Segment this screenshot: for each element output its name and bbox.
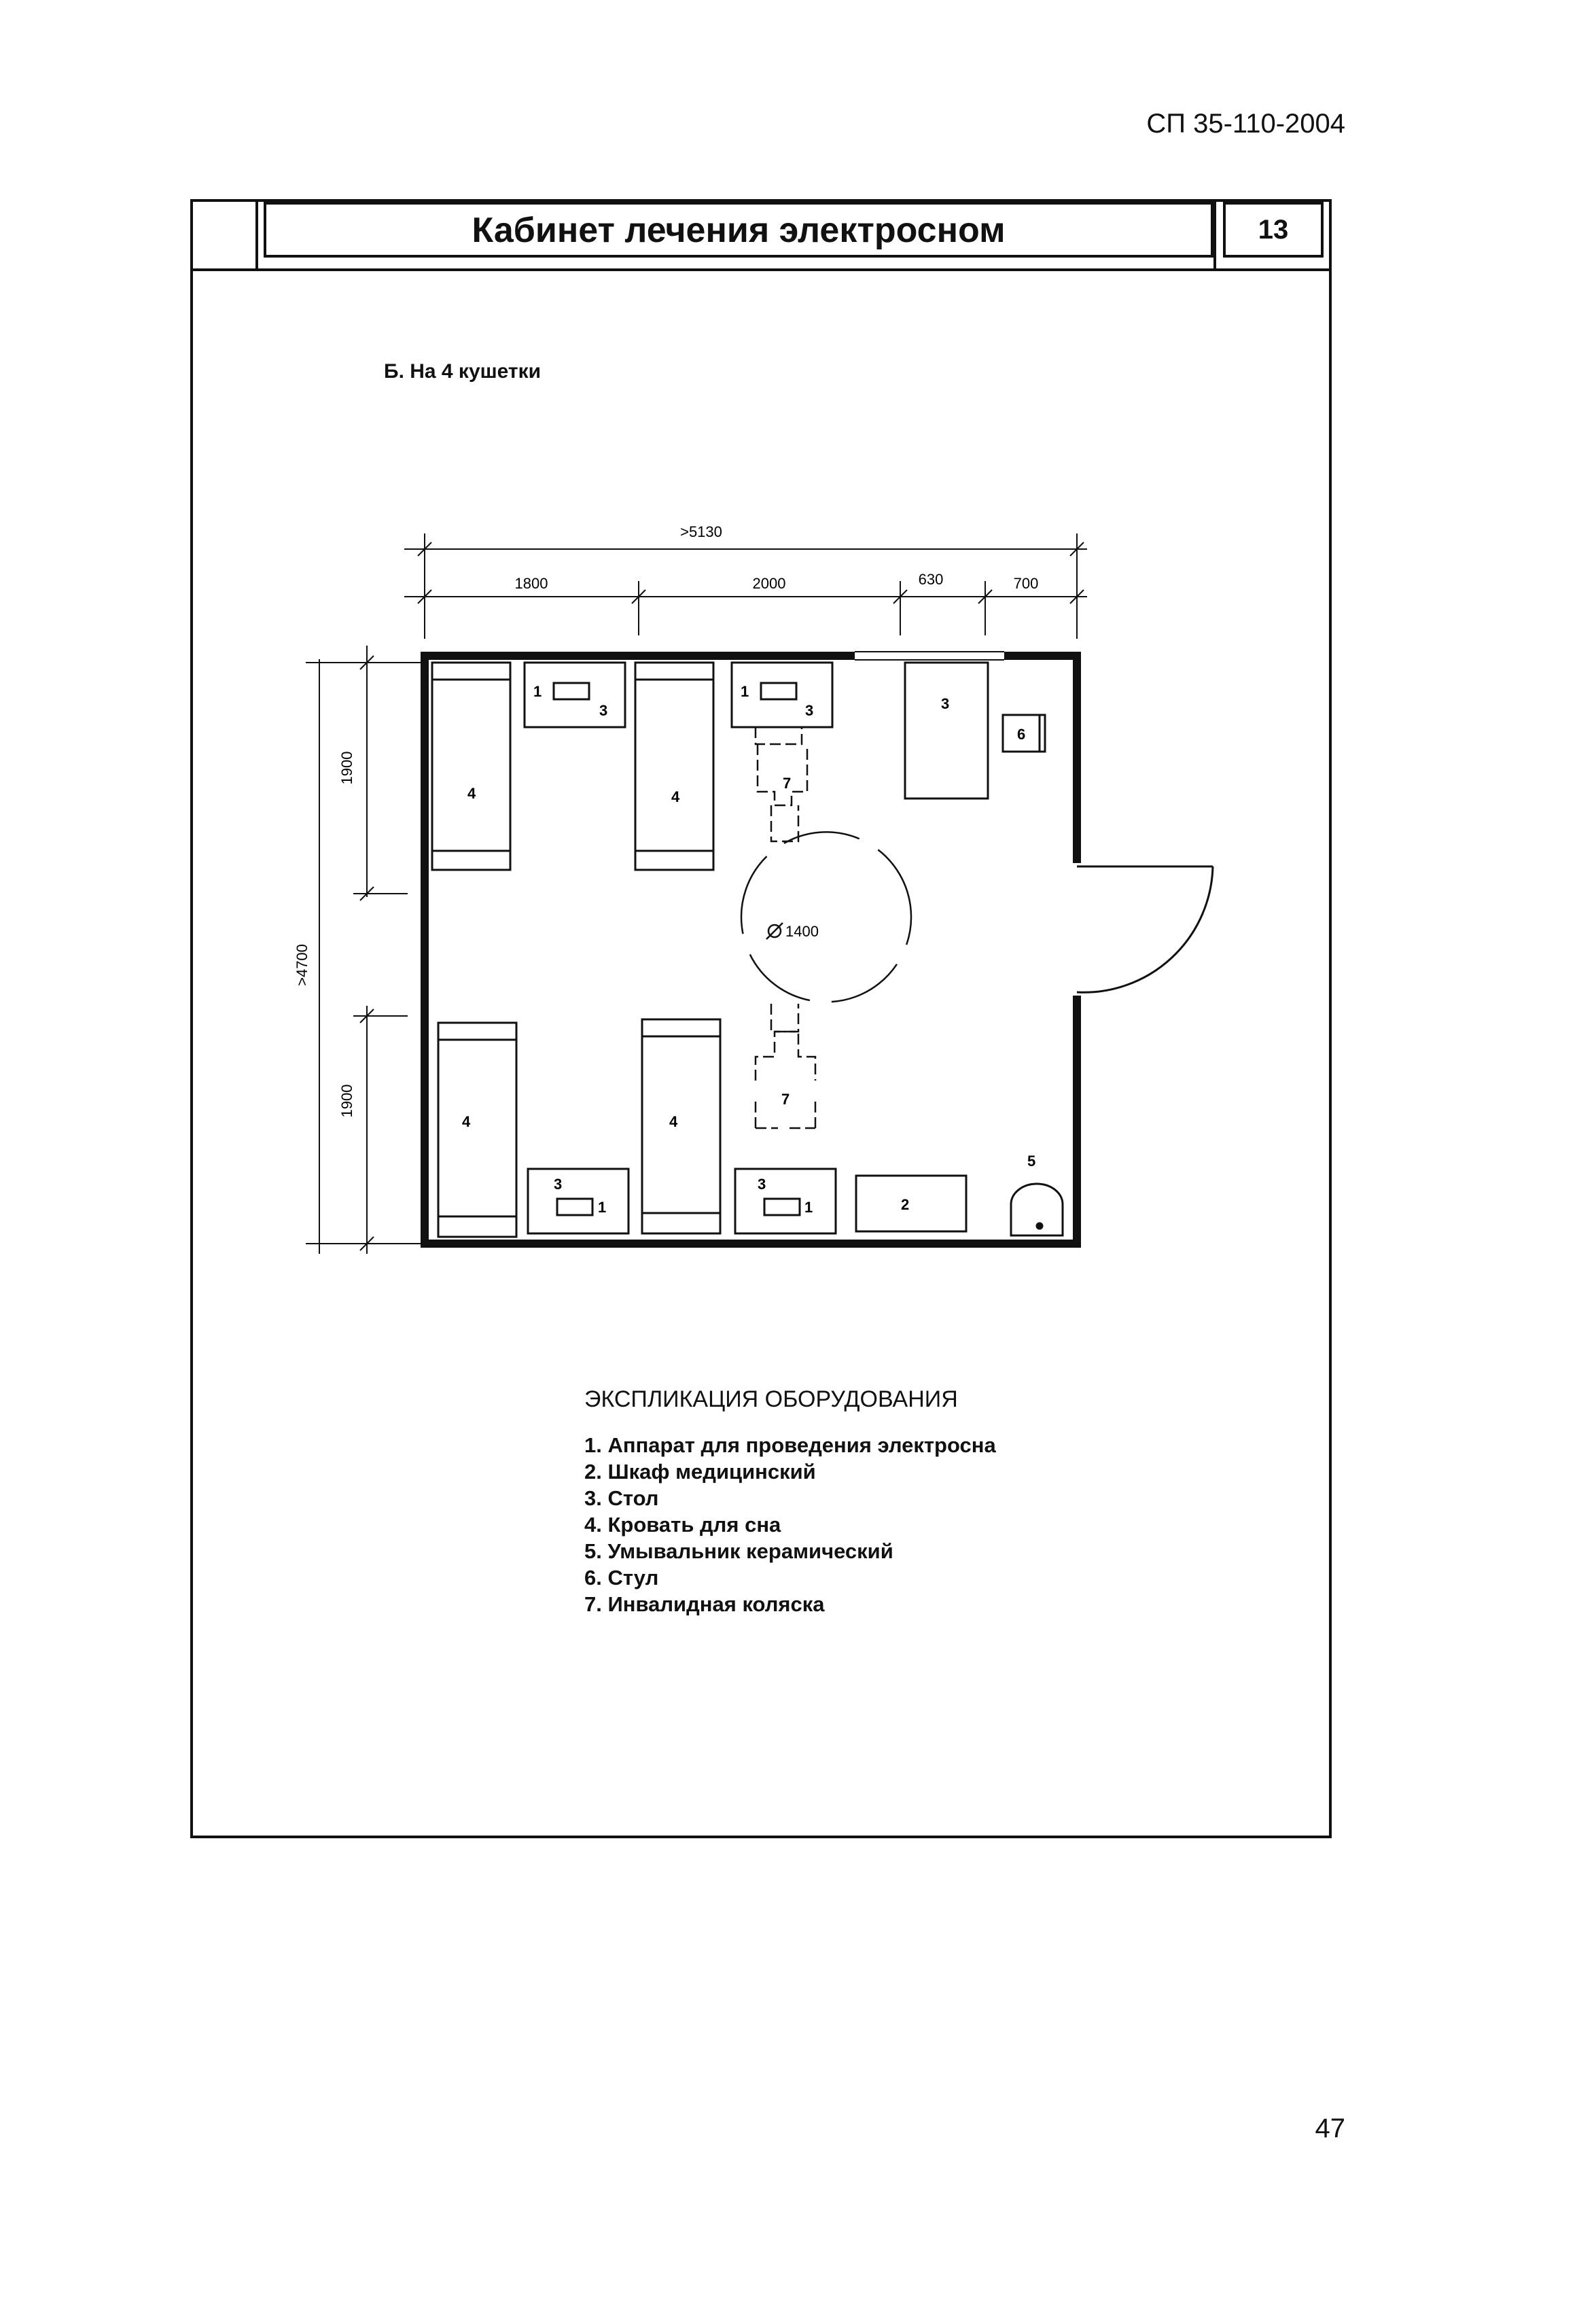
floor-plan xyxy=(272,516,1223,1264)
label-table-top-left: 3 xyxy=(599,702,608,719)
device-bottom-middle xyxy=(764,1199,800,1215)
legend-title: ЭКСПЛИКАЦИЯ ОБОРУДОВАНИЯ xyxy=(584,1386,958,1412)
dim-turning-circle: 1400 xyxy=(785,923,819,940)
legend-item: 5. Умывальник керамический xyxy=(584,1539,893,1563)
turning-circle xyxy=(741,832,911,1002)
label-wheelchair-top: 7 xyxy=(783,775,792,792)
label-device-bottom-left: 1 xyxy=(598,1199,607,1216)
dimension-lines-horizontal xyxy=(404,533,1087,639)
device-bottom-left xyxy=(557,1199,592,1215)
label-table-top-middle: 3 xyxy=(805,702,814,719)
table-bottom-middle xyxy=(735,1169,836,1233)
door xyxy=(1077,866,1213,992)
label-table-bottom-middle: 3 xyxy=(758,1176,766,1193)
dim-segment-1: 1800 xyxy=(514,575,548,592)
dim-total-height: >4700 xyxy=(294,944,311,986)
sheet-number-box xyxy=(1223,202,1324,258)
legend-item: 1. Аппарат для проведения электросна xyxy=(584,1433,996,1457)
ceramic-sink xyxy=(1011,1184,1063,1235)
table-top-right xyxy=(905,663,988,799)
label-bed-bottom-left: 4 xyxy=(462,1113,471,1130)
page-number: 47 xyxy=(1315,2113,1345,2143)
legend-item: 3. Стол xyxy=(584,1486,659,1510)
wheelchair-bottom xyxy=(756,1004,815,1128)
legend-item: 2. Шкаф медицинский xyxy=(584,1460,816,1484)
legend-item: 7. Инвалидная коляска xyxy=(584,1592,825,1616)
label-bed-bottom-middle: 4 xyxy=(669,1113,678,1130)
legend-item: 6. Стул xyxy=(584,1566,659,1590)
dim-total-width: >5130 xyxy=(680,523,722,540)
label-bed-top-left: 4 xyxy=(467,785,476,802)
device-top-middle xyxy=(761,683,796,699)
dim-segment-2: 2000 xyxy=(752,575,786,592)
sheet-number: 13 xyxy=(1258,215,1289,245)
label-wheelchair-bottom: 7 xyxy=(781,1091,790,1108)
bed-bottom-left xyxy=(438,1023,516,1237)
label-sink: 5 xyxy=(1027,1153,1036,1170)
bed-top-left xyxy=(432,663,510,870)
title-block-left-cell xyxy=(190,199,258,268)
dimension-lines-vertical xyxy=(306,646,421,1254)
dim-segment-3: 630 xyxy=(918,571,944,588)
title-cell xyxy=(264,202,1213,258)
variant-label: Б. На 4 кушетки xyxy=(384,360,542,383)
document-code: СП 35-110-2004 xyxy=(1146,109,1345,139)
label-table-bottom-left: 3 xyxy=(554,1176,563,1193)
label-bed-top-middle: 4 xyxy=(671,788,680,805)
table-bottom-left xyxy=(528,1169,628,1233)
bed-top-middle xyxy=(635,663,713,870)
dim-bed-zone-top: 1900 xyxy=(338,751,355,785)
label-device-top-left: 1 xyxy=(533,683,542,700)
equipment-legend xyxy=(584,1386,996,1617)
legend-list xyxy=(584,1432,996,1617)
label-device-bottom-middle: 1 xyxy=(804,1199,813,1216)
device-top-left xyxy=(554,683,589,699)
sheet-number-cell xyxy=(1213,199,1329,268)
page-title: Кабинет лечения электросном xyxy=(472,211,1006,250)
title-block xyxy=(190,199,1332,271)
bed-bottom-middle xyxy=(642,1019,720,1233)
dim-segment-4: 700 xyxy=(1013,575,1039,592)
legend-item: 4. Кровать для сна xyxy=(584,1513,781,1537)
label-device-top-middle: 1 xyxy=(741,683,749,700)
label-table-top-right: 3 xyxy=(941,695,950,712)
dim-bed-zone-bottom: 1900 xyxy=(338,1084,355,1118)
medical-cabinet xyxy=(856,1176,966,1231)
label-cabinet: 2 xyxy=(901,1196,910,1213)
label-chair: 6 xyxy=(1017,726,1026,743)
wheelchair-top xyxy=(756,727,807,841)
